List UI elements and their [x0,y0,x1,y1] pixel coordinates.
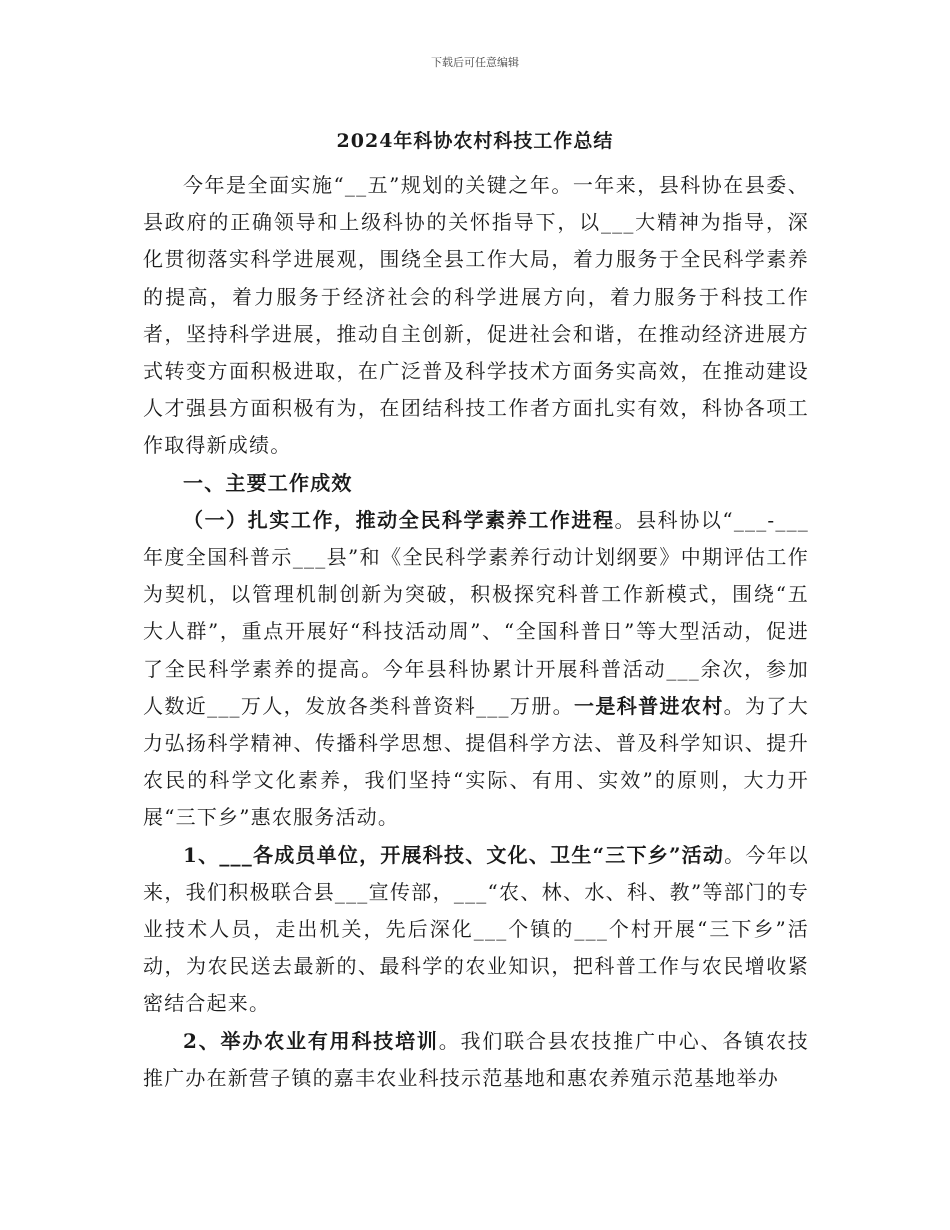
item-2-lead: 2、举办农业有用科技培训 [183,1028,439,1053]
subsection-1-paragraph [143,502,809,837]
section-heading-main-achievements: 一、主要工作成效 [183,470,353,495]
subsection-1-text-b: 。为了大力弘扬科学精神、传播科学思想、提倡科学方法、普及科学知识、提升农民的科学文化素养，我们坚持“实际、有用、实效”的原则，大力开展“三下乡”惠农服务活动。 [143,693,809,830]
item-1-text: 。今年以来，我们积极联合县___宣传部，___“农、林、水、科、教”等部门的专业技术人员，走出机关，先后深化___个镇的___个村开展“三下乡”活动，为农民送去最新的、最科学的农业知识，把科普工作与农民增收紧密结合起来。 [143,842,809,1016]
header-note: 下载后可任意编辑 [431,56,519,69]
item-1-paragraph [143,837,809,1023]
item-2-paragraph [143,1023,809,1097]
intro-paragraph: 今年是全面实施“__五”规划的关键之年。一年来，县科协在县委、县政府的正确领导和上级科协的关怀指导下，以___大精神为指导，深化贯彻落实科学进展观，围绕全县工作大局，着力服务于全民科学素养的提高，着力服务于经济社会的科学进展方向，着力服务于科技工作者，坚持科学进展，推动自主创新，促进社会和谐，在推动经济进展方式转变方面积极进取，在广泛普及科学技术方面务实高效，在推动建设人才强县方面积极有为，在团结科技工作者方面扎实有效，科协各项工作取得新成绩。 [143,173,809,458]
subsection-1-text-a: 。县科协以“___-___年度全国科普示___县”和《全民科学素养行动计划纲要》中期评估工作为契机，以管理机制创新为突破，积极探究科普工作新模式，围绕“五大人群”，重点开展好“科技活动周”、“全国科普日”等大型活动，促进了全民科学素养的提高。今年县科协累计开展科普活动___余次，参加人数近___万人，发放各类科普资料___万册。 [143,507,809,718]
page-title: 2024年科协农村科技工作总结 [336,130,614,152]
item-1-lead: 1、___各成员单位，开展科技、文化、卫生“三下乡”活动 [183,842,725,867]
subsection-1-highlight: 一是科普进农村 [574,693,724,718]
item-2-text: 。我们联合县农技推广中心、各镇农技推广办在新营子镇的嘉丰农业科技示范基地和惠农养殖示范基地举办 [143,1028,809,1090]
document-body [143,167,809,1097]
subsection-1-lead: （一）扎实工作，推动全民科学素养工作进程 [183,507,615,532]
